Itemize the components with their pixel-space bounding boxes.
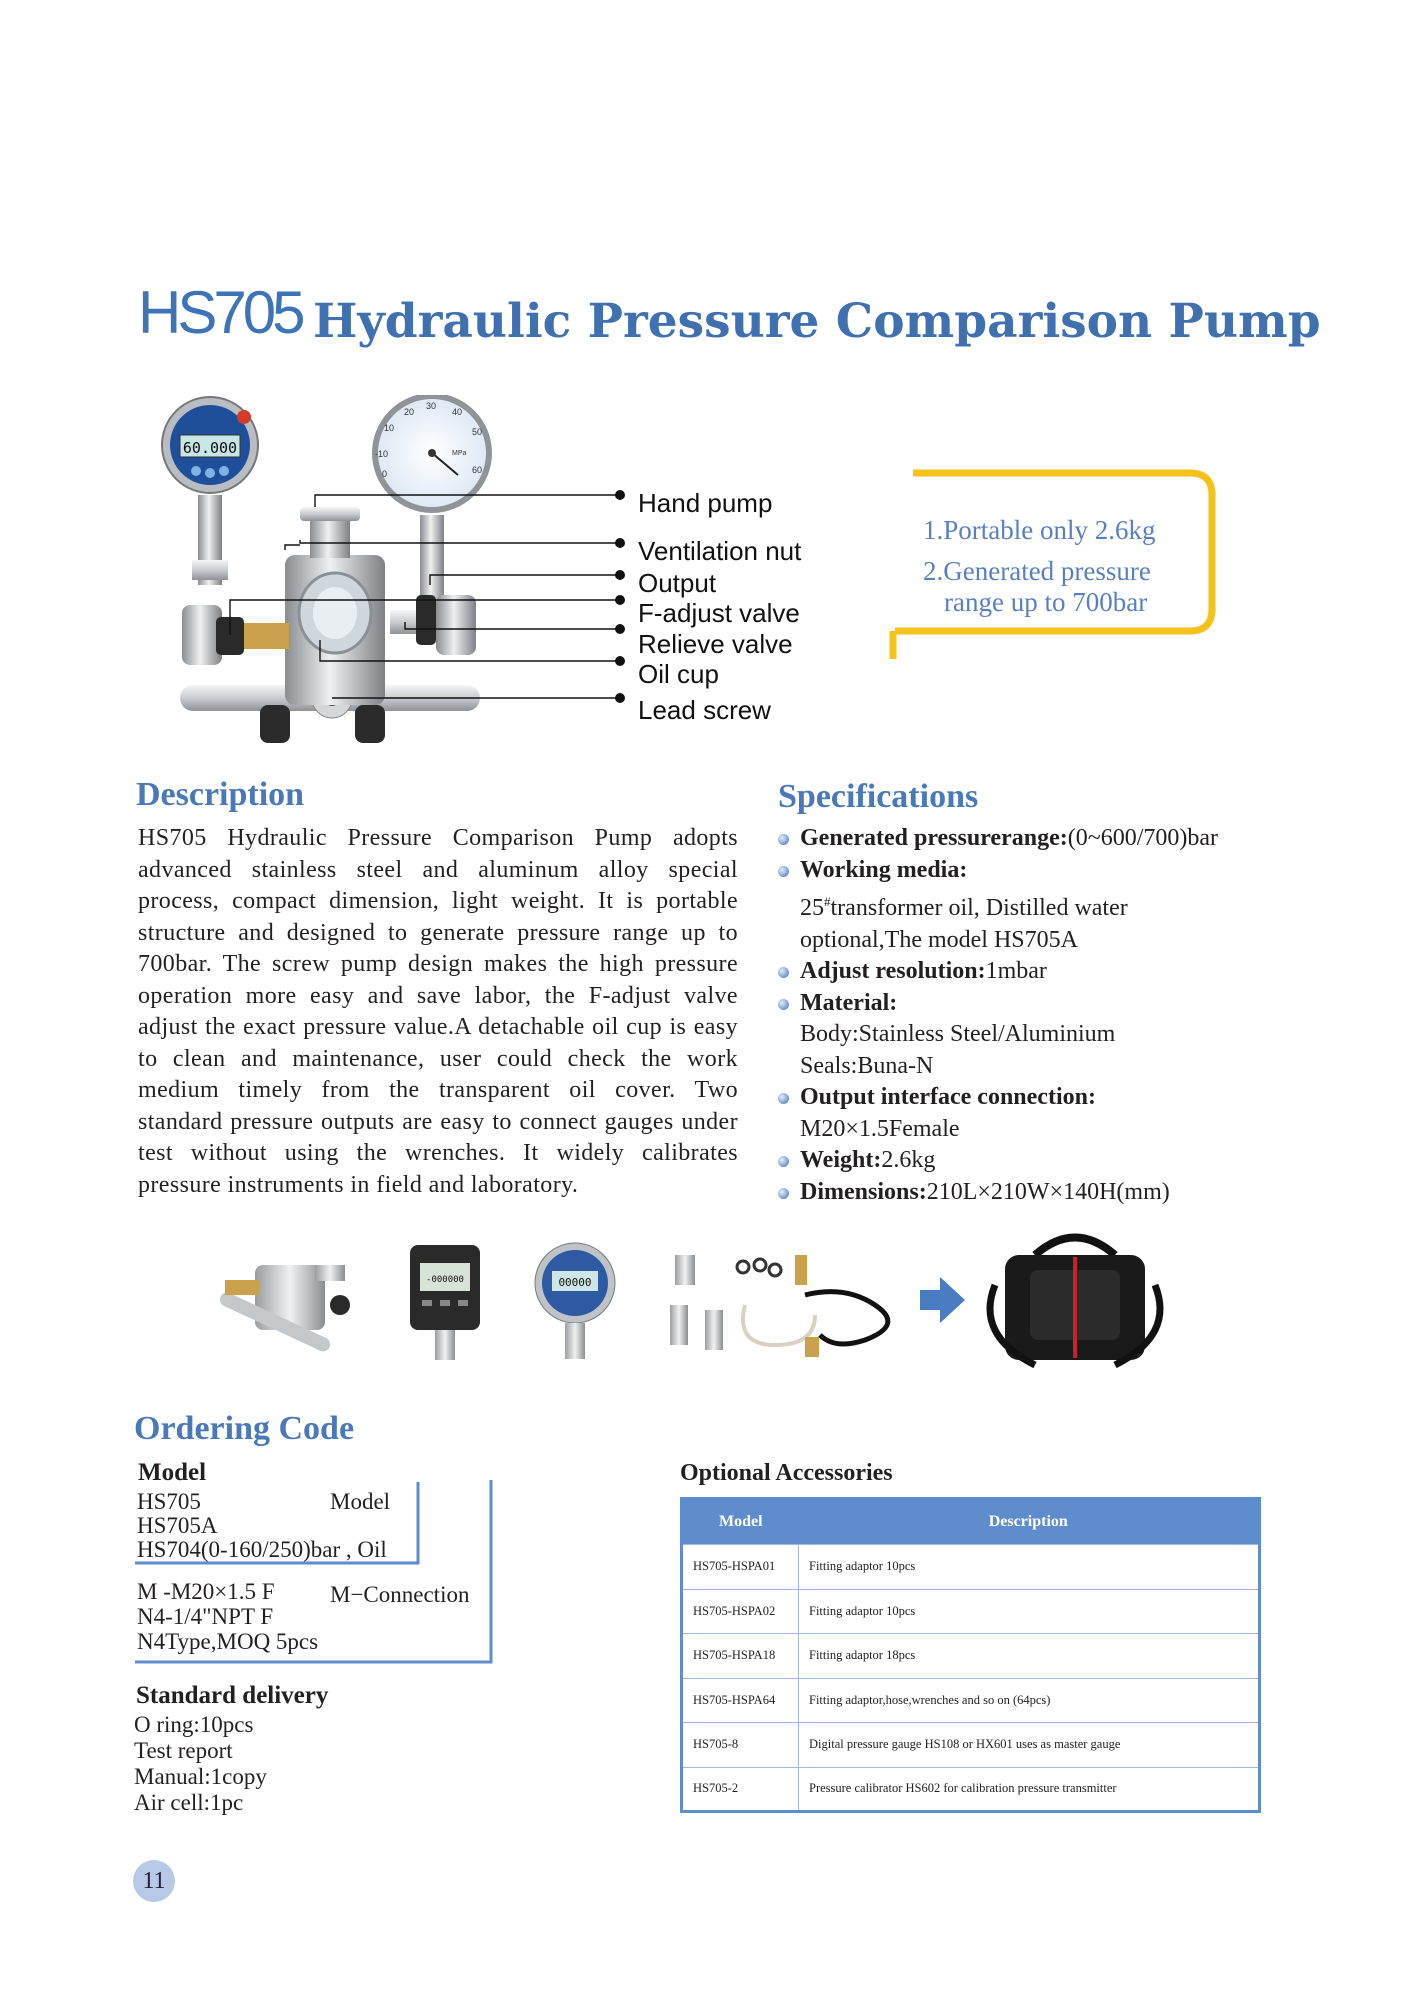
leader-dots [615, 490, 625, 703]
product-accessories [670, 1255, 888, 1357]
svg-text:40: 40 [452, 407, 463, 417]
spec-item: Weight:2.6kg [778, 1145, 1258, 1177]
digital-gauge-reading: 60.000 [182, 439, 238, 457]
specifications-heading: Specifications [778, 778, 979, 815]
accessory-model: HS705-HSPA02 [682, 1589, 799, 1634]
callout-ventilation-nut: Ventilation nut [638, 536, 802, 566]
title-model: HS705 [138, 279, 302, 346]
callout-hand-pump: Hand pump [638, 488, 773, 518]
arrow-right-icon [920, 1277, 965, 1323]
spec-cont: Seals:Buna-N [800, 1052, 934, 1079]
highlight-line-2: 2.Generated pressure [923, 556, 1151, 586]
callout-output: Output [638, 568, 717, 598]
spec-cont: M20×1.5Female [800, 1115, 960, 1142]
svg-text:10: 10 [384, 423, 395, 433]
spec-item: Adjust resolution:1mbar [778, 956, 1258, 988]
table-row [682, 1545, 1260, 1590]
connection-option: M -M20×1.5 F [137, 1579, 275, 1604]
accessory-model: HS705-HSPA01 [682, 1545, 799, 1590]
svg-text:20: 20 [404, 407, 415, 417]
table-row [682, 1589, 1260, 1634]
page-number: 11 [133, 1860, 175, 1902]
spec-cont: Body:Stainless Steel/Aluminium [800, 1021, 1116, 1047]
spec-item: Material: [778, 988, 1258, 1020]
spec-cont: 25#transformer oil, Distilled water [800, 894, 1128, 921]
product-strip [215, 1225, 1175, 1385]
ordering-code-heading: Ordering Code [134, 1410, 355, 1447]
table-row [682, 1678, 1260, 1723]
accessory-model: HS705-8 [682, 1723, 799, 1768]
product-digital-gauge [410, 1245, 480, 1360]
svg-text:-000000: -000000 [426, 1275, 464, 1285]
spec-item: Working media: [778, 855, 1258, 887]
product-pump [218, 1265, 350, 1354]
ventilation-nut [310, 520, 350, 558]
pump-illustration [160, 395, 640, 760]
model-side-label: Model [330, 1489, 391, 1514]
spec-cont: optional,The model HS705A [800, 926, 1078, 953]
column-header: Description [799, 1499, 1260, 1545]
delivery-item: Test report [134, 1738, 233, 1763]
bullet-icon [778, 1093, 789, 1104]
callout-lead-screw: Lead screw [638, 695, 771, 725]
accessory-description: Fitting adaptor 10pcs [799, 1545, 1260, 1590]
accessory-description: Pressure calibrator HS602 for calibration pressure transmitter [799, 1767, 1260, 1812]
callout-relieve-valve: Relieve valve [638, 629, 793, 659]
ordering-code-brackets [135, 1480, 495, 1665]
accessory-description: Fitting adaptor,hose,wrenches and so on (64pcs) [799, 1678, 1260, 1723]
callout-oil-cup: Oil cup [638, 659, 719, 689]
specifications-list [778, 823, 1258, 1208]
svg-text:-10: -10 [375, 449, 389, 459]
callout-f-adjust-valve: F-adjust valve [638, 598, 800, 628]
spec-item: Generated pressurerange:(0~600/700)bar [778, 823, 1258, 855]
description-text: HS705 Hydraulic Pressure Comparison Pump adopts advanced stainless steel and aluminum alloy special process, compact dimension, light weight. It is portable structure and designed to generate pressure range up to 700bar. The screw pump design makes the high pressure operation more easy and save labor, the F-adjust valve adjust the exact pressure value.A detachable oil cup is easy to clean and maintenance, user could check the work medium timely from the transparent oil cover. Two standard pressure outputs are easy to connect gauges under test without using the wrenches. It widely calibrates pressure instruments in field and laboratory. [138, 825, 738, 1198]
accessory-description: Digital pressure gauge HS108 or HX601 uses as master gauge [799, 1723, 1260, 1768]
bullet-icon [778, 999, 789, 1010]
bullet-icon [778, 1188, 789, 1199]
description-heading: Description [136, 776, 305, 813]
accessories-heading: Optional Accessories [680, 1460, 893, 1486]
spec-item: Output interface connection: [778, 1082, 1258, 1114]
bullet-icon [778, 834, 789, 845]
delivery-item: Air cell:1pc [134, 1790, 244, 1815]
connection-option: N4-1/4"NPT F [137, 1604, 274, 1629]
bullet-icon [778, 967, 789, 978]
svg-text:50: 50 [472, 427, 483, 437]
svg-text:00000: 00000 [558, 1276, 592, 1289]
table-header-row [682, 1499, 1260, 1545]
highlight-line-1: 1.Portable only 2.6kg [923, 515, 1156, 545]
model-option: HS704(0-160/250)bar , Oil [137, 1537, 387, 1562]
accessory-model: HS705-2 [682, 1767, 799, 1812]
standard-delivery-heading: Standard delivery [136, 1682, 329, 1709]
model-label: Model [138, 1459, 207, 1486]
svg-text:0: 0 [382, 469, 388, 479]
product-round-gauge [535, 1243, 615, 1359]
bullet-icon [778, 1156, 789, 1167]
page-title: Hydraulic Pressure Comparison Pump [313, 294, 1321, 349]
accessory-description: Fitting adaptor 10pcs [799, 1589, 1260, 1634]
table-row [682, 1634, 1260, 1679]
spec-item: Dimensions:210L×210W×140H(mm) [778, 1177, 1258, 1209]
accessories-table [680, 1497, 1261, 1813]
bullet-icon [778, 866, 789, 877]
svg-text:MPa: MPa [452, 450, 467, 457]
delivery-item: Manual:1copy [134, 1764, 267, 1789]
column-header: Model [682, 1499, 799, 1545]
model-option: HS705 [137, 1489, 201, 1514]
connection-side-label: M−Connection [330, 1582, 470, 1607]
svg-text:30: 30 [426, 401, 437, 411]
table-row [682, 1767, 1260, 1812]
delivery-item: O ring:10pcs [134, 1712, 254, 1737]
connection-option: N4Type,MOQ 5pcs [137, 1629, 319, 1654]
table-row [682, 1723, 1260, 1768]
accessory-model: HS705-HSPA64 [682, 1678, 799, 1723]
highlight-box [885, 469, 1218, 661]
model-option: HS705A [137, 1513, 218, 1538]
accessory-model: HS705-HSPA18 [682, 1634, 799, 1679]
product-carry-bag [990, 1238, 1160, 1366]
accessory-description: Fitting adaptor 18pcs [799, 1634, 1260, 1679]
svg-text:60: 60 [472, 465, 483, 475]
highlight-line-3: range up to 700bar [944, 587, 1148, 617]
